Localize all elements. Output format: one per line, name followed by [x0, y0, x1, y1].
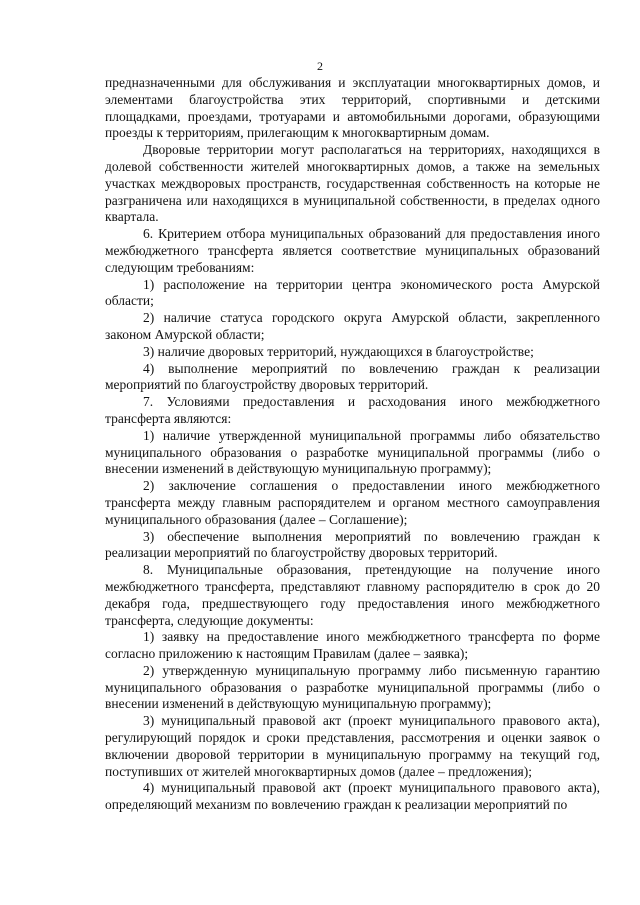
paragraph-section-7: 7. Условиями предоставления и расходования иного межбюджетного трансферта являются:: [105, 394, 600, 426]
paragraph-courtyard-territories: Дворовые территории могут располагаться на территориях, находящихся в долевой собственности жителей многоквартирных домов, а также на земельных участках междворовых пространств, государственная собственность на которые не разграничена или находящихся в муниципальной собственности, в пределах одного квартала.: [105, 142, 600, 225]
paragraph-section-6: 6. Критерием отбора муниципальных образований для предоставления иного межбюджетного трансферта является соответствие муниципальных образований следующим требованиям:: [105, 226, 600, 275]
list-item-8-4: 4) муниципальный правовой акт (проект муниципального правового акта), определяющий механизм по вовлечению граждан к реализации мероприятий по: [105, 780, 600, 813]
list-item-8-3: 3) муниципальный правовой акт (проект муниципального правового акта), регулирующий порядок и сроки представления, рассмотрения и оценки заявок о включении дворовой территории в муниципальную программу на текущий год, поступивших от жителей многоквартирных домов (далее – предложения);: [105, 713, 600, 779]
list-item-8-1: 1) заявку на предоставление иного межбюджетного трансферта по форме согласно приложению к настоящим Правилам (далее – заявка);: [105, 629, 600, 662]
list-item-8-2: 2) утвержденную муниципальную программу либо письменную гарантию муниципального образования о разработке муниципальной программы (либо о внесении изменений в действующую муниципальную программу);: [105, 662, 600, 712]
page-number: 2: [317, 59, 323, 73]
document-body: [105, 75, 600, 814]
list-item-6-4: 4) выполнение мероприятий по вовлечению граждан к реализации мероприятий по благоустройству дворовых территорий.: [105, 360, 600, 393]
paragraph-continuation: предназначенными для обслуживания и эксплуатации многоквартирных домов, и элементами благоустройства этих территорий, спортивными и детскими площадками, проездами, тротуарами и автомобильными дорогами, образующими проезды к территориям, прилегающим к многоквартирным домам.: [105, 75, 600, 141]
list-item-6-3: 3) наличие дворовых территорий, нуждающихся в благоустройстве;: [143, 343, 534, 359]
list-item-7-3: 3) обеспечение выполнения мероприятий по вовлечению граждан к реализации мероприятий по благоустройству дворовых территорий.: [105, 528, 600, 561]
paragraph-section-8: 8. Муниципальные образования, претендующие на получение иного межбюджетного трансферта, представляют главному распорядителю в срок до 20 декабря года, предшествующего году предоставления иного межбюджетного трансферта, следующие документы:: [105, 562, 600, 628]
list-item-6-2: 2) наличие статуса городского округа Амурской области, закрепленного законом Амурской области;: [105, 310, 600, 342]
list-item-7-2: 2) заключение соглашения о предоставлении иного межбюджетного трансферта между главным распорядителем и органом местного самоуправления муниципального образования (далее – Соглашение);: [105, 478, 600, 527]
list-item-7-1: 1) наличие утвержденной муниципальной программы либо обязательство муниципального образования о разработке муниципальной программы (либо о внесении изменений в действующую муниципальную программу);: [105, 427, 600, 477]
list-item-6-1: 1) расположение на территории центра экономического роста Амурской области;: [105, 276, 600, 309]
